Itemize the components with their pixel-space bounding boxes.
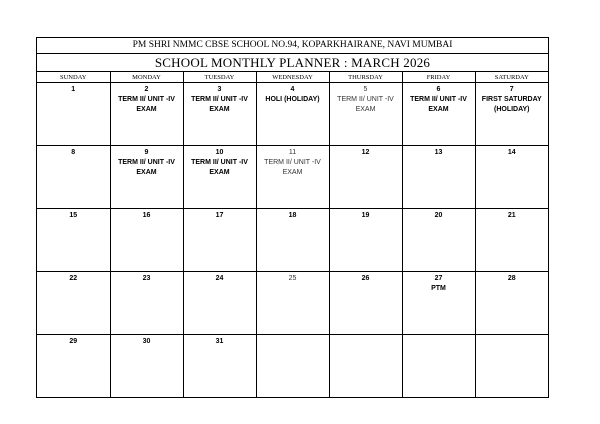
calendar-week-row (37, 83, 548, 146)
day-number: 30 (142, 338, 151, 345)
calendar-day-cell (183, 83, 256, 146)
day-number: 7 (509, 86, 514, 93)
calendar-day-cell (183, 146, 256, 209)
calendar-day-cell (110, 272, 183, 335)
day-number: 1 (71, 86, 76, 93)
day-number: 23 (142, 275, 151, 282)
weekday-header: THURSDAY (329, 72, 402, 83)
day-event: HOLI (HOLIDAY) (265, 96, 320, 103)
day-number: 19 (361, 212, 370, 219)
day-number: 18 (288, 212, 297, 219)
weekday-header: TUESDAY (183, 72, 256, 83)
day-number: 13 (434, 149, 443, 156)
calendar-day-cell (402, 83, 475, 146)
calendar-day-cell (329, 146, 402, 209)
day-number: 4 (290, 86, 295, 93)
calendar-day-cell (256, 146, 329, 209)
calendar-day-cell (37, 335, 110, 398)
calendar-day-cell (475, 272, 548, 335)
day-event: TERM II/ UNIT -IV EXAM (118, 96, 175, 113)
day-number: 16 (142, 212, 151, 219)
day-number: 9 (144, 149, 149, 156)
calendar-day-cell (329, 272, 402, 335)
day-number: 26 (361, 275, 370, 282)
day-number: 10 (215, 149, 224, 156)
school-name: PM SHRI NMMC CBSE SCHOOL NO.94, KOPARKHAIRANE, NAVI MUMBAI (37, 38, 548, 54)
calendar-day-cell (183, 209, 256, 272)
monthly-planner (36, 37, 549, 398)
day-event: TERM II/ UNIT -IV EXAM (264, 159, 321, 176)
calendar-day-cell (402, 335, 475, 398)
calendar-day-cell (110, 335, 183, 398)
calendar-day-cell (475, 146, 548, 209)
day-number: 25 (288, 275, 297, 282)
day-number: 27 (434, 275, 443, 282)
day-number: 17 (215, 212, 224, 219)
calendar-grid (37, 72, 548, 397)
weekday-header: SUNDAY (37, 72, 110, 83)
calendar-day-cell (256, 83, 329, 146)
day-number: 24 (215, 275, 224, 282)
day-event: TERM II/ UNIT -IV EXAM (191, 159, 248, 176)
calendar-day-cell (256, 272, 329, 335)
day-number: 12 (361, 149, 370, 156)
day-event: TERM II/ UNIT -IV EXAM (410, 96, 467, 113)
calendar-day-cell (329, 83, 402, 146)
weekday-header: SATURDAY (475, 72, 548, 83)
day-event: PTM (431, 285, 446, 292)
calendar-day-cell (110, 83, 183, 146)
weekday-header: WEDNESDAY (256, 72, 329, 83)
day-number: 28 (507, 275, 516, 282)
day-number: 15 (69, 212, 78, 219)
calendar-day-cell (475, 83, 548, 146)
calendar-day-cell (256, 335, 329, 398)
day-number: 31 (215, 338, 224, 345)
calendar-day-cell (475, 209, 548, 272)
day-number: 8 (71, 149, 76, 156)
day-number: 5 (363, 86, 368, 93)
planner-title: SCHOOL MONTHLY PLANNER : MARCH 2026 (37, 54, 548, 72)
calendar-day-cell (329, 335, 402, 398)
calendar-day-cell (183, 272, 256, 335)
day-number: 14 (507, 149, 516, 156)
weekday-header-row (37, 72, 548, 83)
calendar-day-cell (329, 209, 402, 272)
day-number: 21 (507, 212, 516, 219)
calendar-day-cell (37, 209, 110, 272)
calendar-day-cell (475, 335, 548, 398)
calendar-day-cell (110, 209, 183, 272)
calendar-day-cell (37, 146, 110, 209)
day-number: 3 (217, 86, 222, 93)
day-number: 20 (434, 212, 443, 219)
calendar-day-cell (110, 146, 183, 209)
calendar-week-row (37, 146, 548, 209)
day-event: TERM II/ UNIT -IV EXAM (191, 96, 248, 113)
day-event: TERM II/ UNIT -IV EXAM (118, 159, 175, 176)
calendar-day-cell (37, 83, 110, 146)
calendar-day-cell (37, 272, 110, 335)
calendar-week-row (37, 272, 548, 335)
day-number: 22 (69, 275, 78, 282)
weekday-header: FRIDAY (402, 72, 475, 83)
calendar-day-cell (256, 209, 329, 272)
calendar-week-row (37, 209, 548, 272)
day-number: 2 (144, 86, 149, 93)
weekday-header: MONDAY (110, 72, 183, 83)
day-number: 6 (436, 86, 441, 93)
calendar-week-row (37, 335, 548, 398)
day-number: 29 (69, 338, 78, 345)
calendar-day-cell (402, 146, 475, 209)
day-event: TERM II/ UNIT -IV EXAM (337, 96, 394, 113)
day-number: 11 (288, 149, 297, 156)
calendar-day-cell (183, 335, 256, 398)
calendar-day-cell (402, 272, 475, 335)
day-event: FIRST SATURDAY (HOLIDAY) (481, 96, 542, 113)
calendar-day-cell (402, 209, 475, 272)
